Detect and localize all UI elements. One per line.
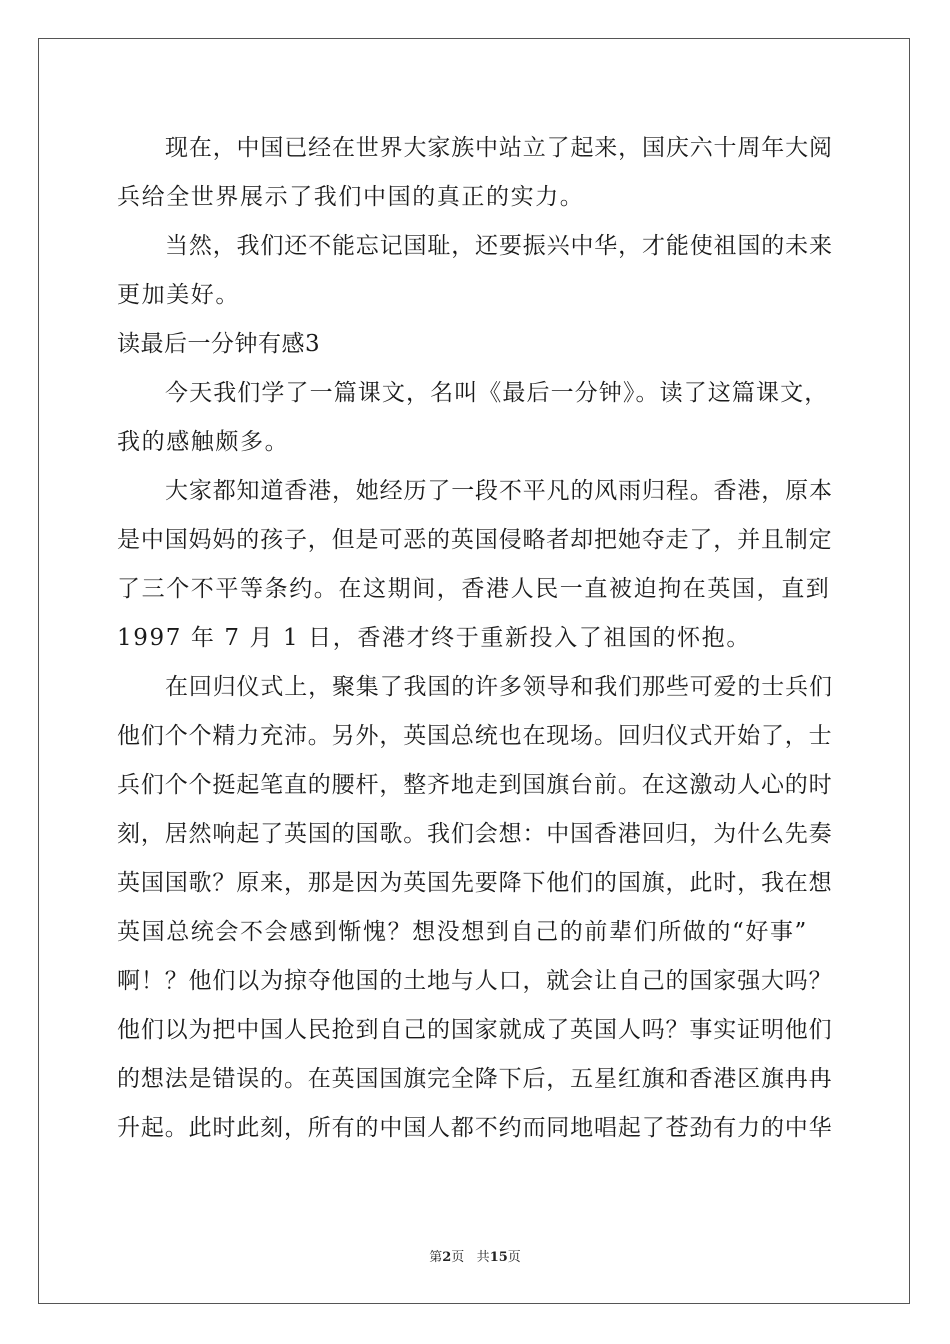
text-line: 升起。此时此刻，所有的中国人都不约而同地唱起了苍劲有力的中华 [117,1115,833,1141]
text-line: 当然，我们还不能忘记国耻，还要振兴中华，才能使祖国的未来 [165,233,833,259]
total-pages: 15 [489,1250,508,1265]
page-footer [0,1246,950,1265]
section-heading: 读最后一分钟有感3 [117,331,321,357]
text-line: 他们以为把中国人民抢到自己的国家就成了英国人吗？事实证明他们 [117,1017,833,1043]
text-line: 的想法是错误的。在英国国旗完全降下后，五星红旗和香港区旗冉冉 [117,1066,833,1092]
text-line: 今天我们学了一篇课文，名叫《最后一分钟》。读了这篇课文， [165,380,829,406]
total-prefix: 共 [476,1250,490,1265]
text-line: 我的感触颇多。 [117,429,290,455]
text-line: 现在，中国已经在世界大家族中站立了起来，国庆六十周年大阅 [165,135,833,161]
text-line: 大家都知道香港，她经历了一段不平凡的风雨归程。香港，原本 [165,478,833,504]
text-line: 啊！？他们以为掠夺他国的土地与人口，就会让自己的国家强大吗？ [117,968,833,994]
text-line: 兵们个个挺起笔直的腰杆，整齐地走到国旗台前。在这激动人心的时 [117,772,833,798]
text-line: 了三个不平等条约。在这期间，香港人民一直被迫拘在英国，直到 [117,576,831,602]
text-line: 刻，居然响起了英国的国歌。我们会想：中国香港回归，为什么先奏 [117,821,833,847]
text-line: 他们个个精力充沛。另外，英国总统也在现场。回归仪式开始了，士 [117,723,833,749]
text-line: 英国国歌？原来，那是因为英国先要降下他们的国旗，此时，我在想 [117,870,833,896]
text-line: 是中国妈妈的孩子，但是可恶的英国侵略者却把她夺走了，并且制定 [117,527,833,553]
page-prefix: 第 [429,1250,443,1265]
text-line: 英国总统会不会感到惭愧？想没想到自己的前辈们所做的“好事” [117,919,808,945]
page-number: 2 [442,1250,452,1265]
page-suffix: 页 [451,1250,465,1265]
text-line: 在回归仪式上，聚集了我国的许多领导和我们那些可爱的士兵们 [165,674,833,700]
total-suffix: 页 [507,1250,521,1265]
document-body [117,124,833,1153]
text-line: 兵给全世界展示了我们中国的真正的实力。 [117,184,585,210]
text-line: 1997 年 7 月 1 日，香港才终于重新投入了祖国的怀抱。 [117,625,751,651]
text-line: 更加美好。 [117,282,240,308]
